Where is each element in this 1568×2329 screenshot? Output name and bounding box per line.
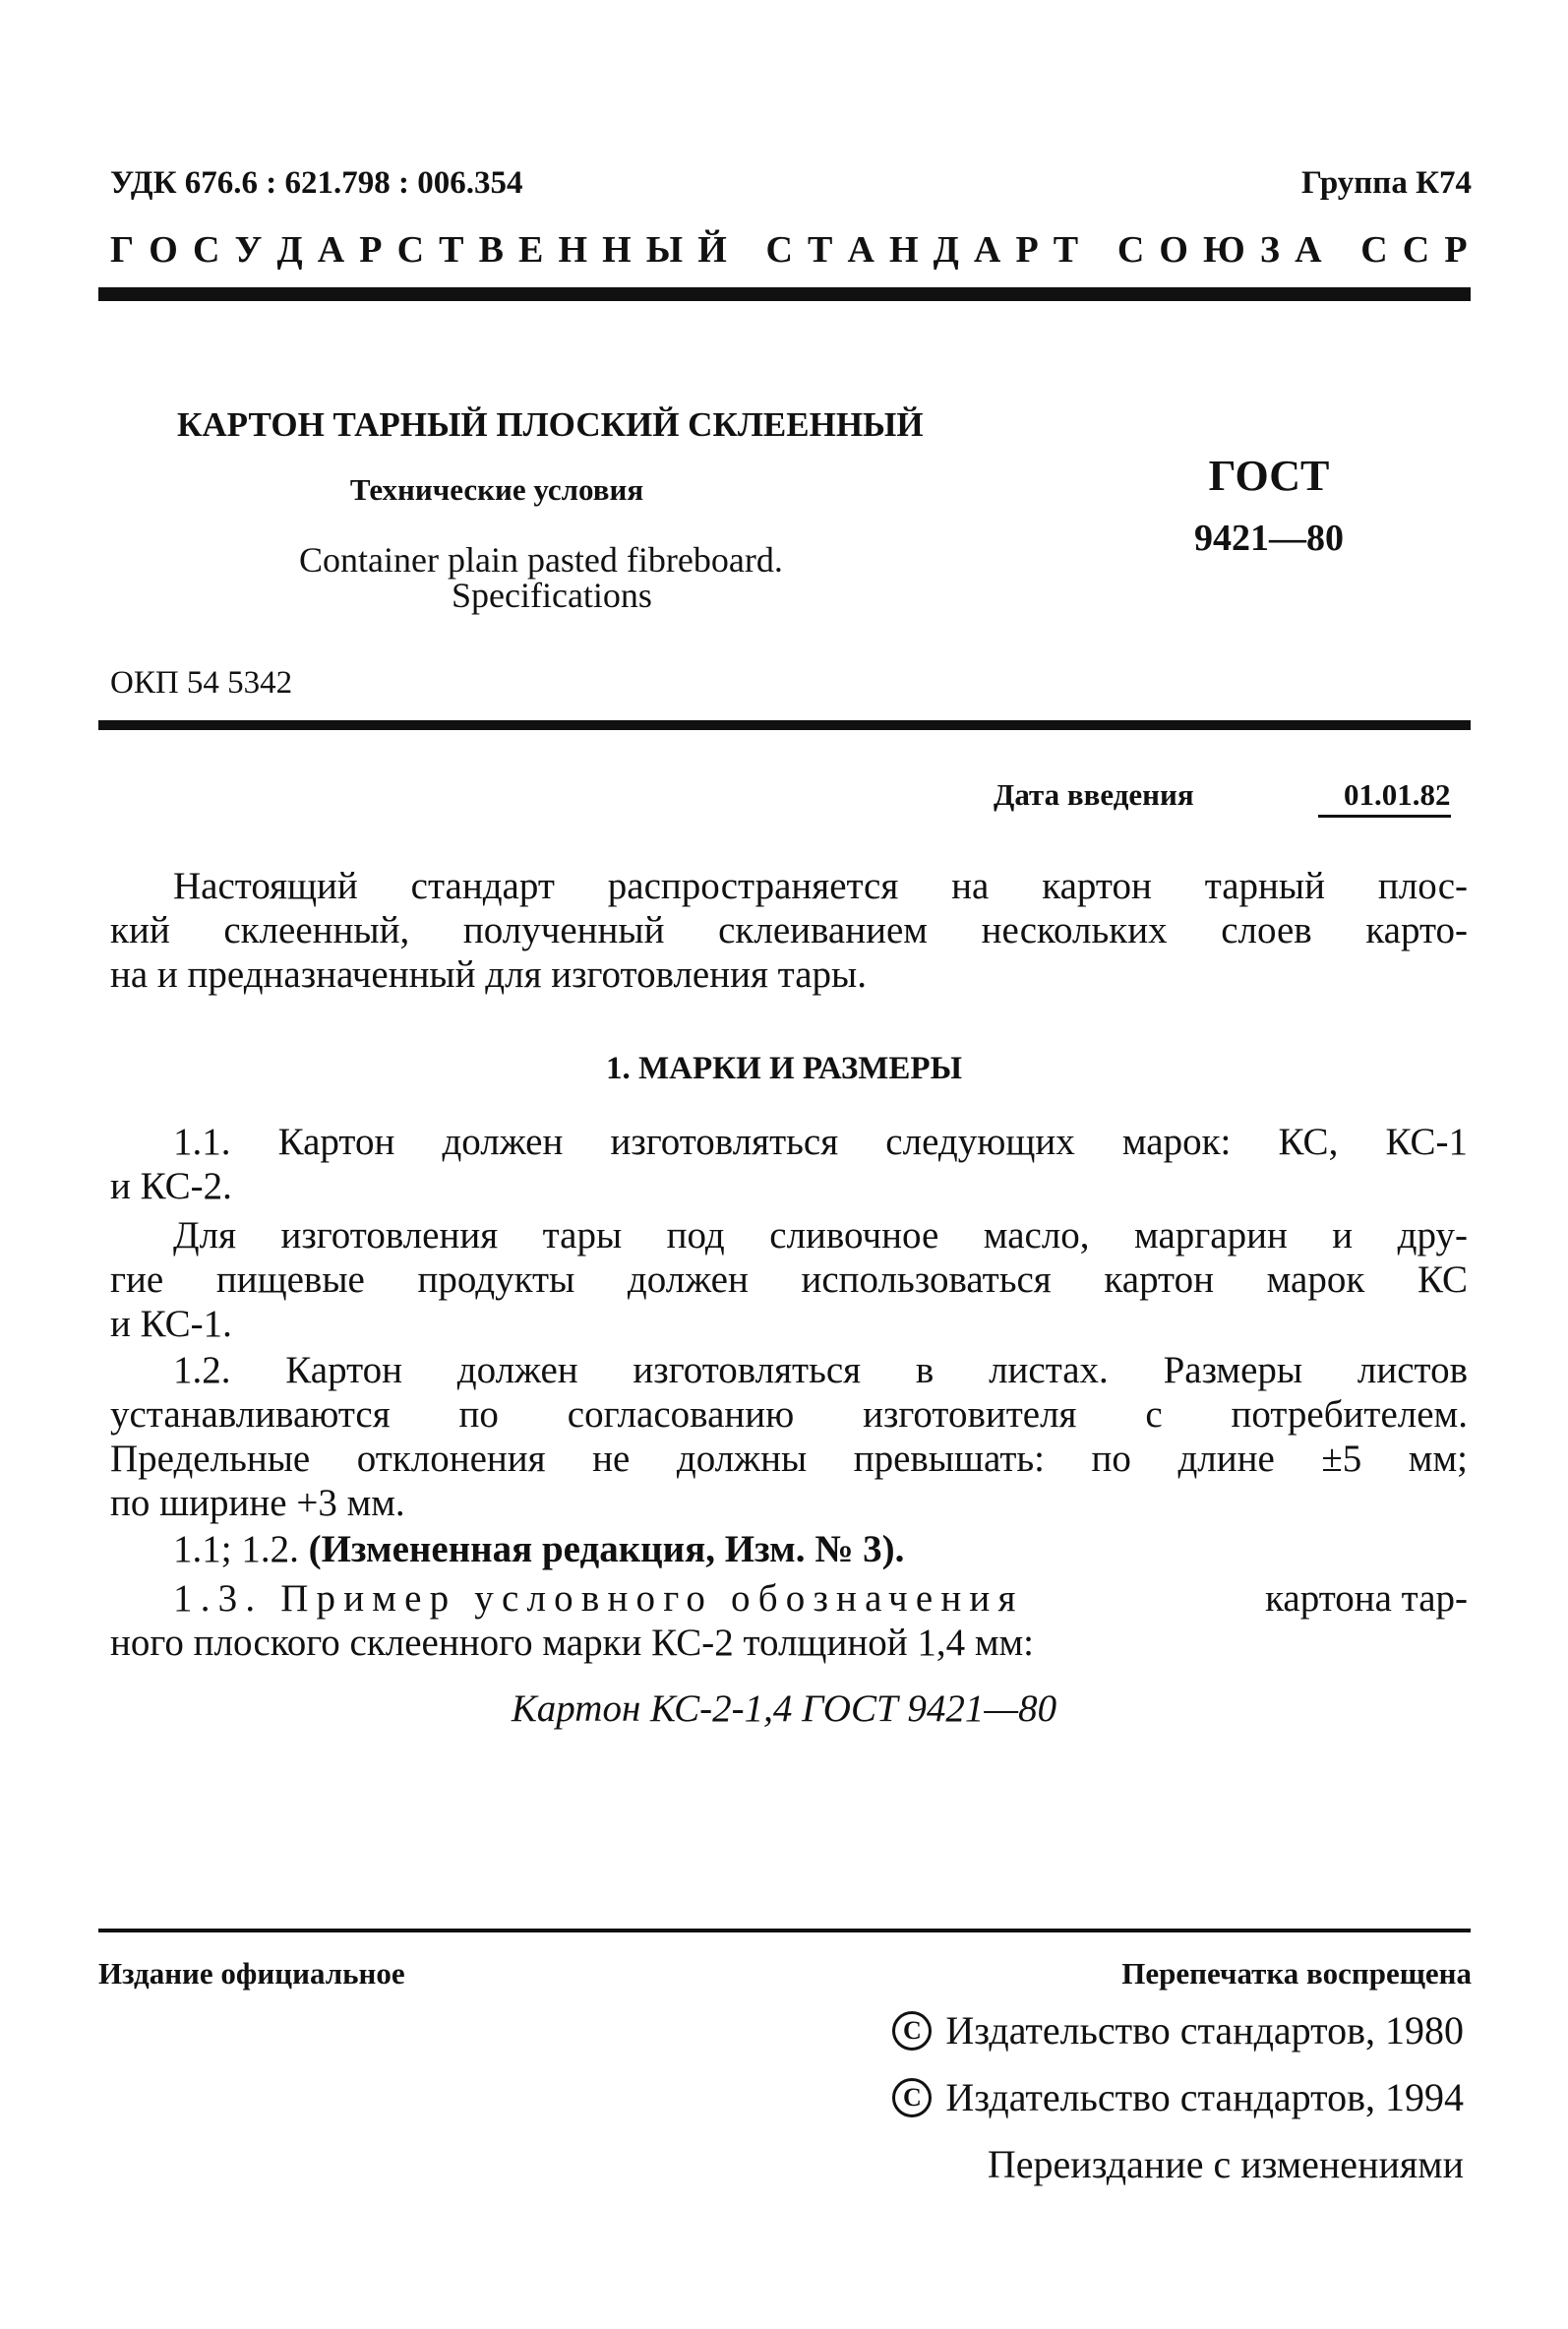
copyright-icon: C bbox=[892, 2011, 932, 2051]
state-title-letter: Н bbox=[889, 229, 919, 271]
state-title-letter: А bbox=[1295, 229, 1322, 271]
reprint-prohibited: Перепечатка воспрещена bbox=[1121, 1956, 1472, 1991]
state-standard-title bbox=[110, 228, 1468, 272]
state-title-letter: З bbox=[1259, 229, 1280, 271]
state-title-gap bbox=[1093, 228, 1103, 272]
footer-rule bbox=[98, 1929, 1471, 1932]
udk-code: УДК 676.6 : 621.798 : 006.354 bbox=[110, 165, 523, 201]
state-title-letter: Ы bbox=[645, 229, 684, 271]
clause-1-2-line-2: устанавливаются по согласованию изготовителя с потребителем. bbox=[110, 1393, 1468, 1436]
state-title-letter: О bbox=[149, 229, 178, 271]
english-title-line-2: Specifications bbox=[452, 576, 652, 615]
amendment-prefix: 1.1; 1.2. bbox=[173, 1528, 299, 1570]
copyright-1994-text: Издательство стандартов, 1994 bbox=[945, 2075, 1464, 2119]
state-title-letter: Д bbox=[276, 229, 303, 271]
state-title-gap bbox=[742, 228, 752, 272]
state-title-letter: Т bbox=[1053, 229, 1079, 271]
official-edition: Издание официальное bbox=[98, 1956, 405, 1991]
introduction-date-value: 01.01.82 bbox=[1318, 777, 1451, 818]
amendment-text: (Измененная редакция, Изм. № 3). bbox=[308, 1528, 905, 1570]
clause-1-3-rest-text: картона тар- bbox=[1265, 1577, 1468, 1620]
state-title-letter: Р bbox=[359, 229, 383, 271]
state-title-letter: С bbox=[1402, 229, 1430, 271]
state-title-letter: А bbox=[847, 229, 874, 271]
state-title-letter: Р bbox=[1444, 229, 1468, 271]
state-title-letter: В bbox=[478, 229, 504, 271]
state-title-letter: Т bbox=[439, 229, 464, 271]
state-title-letter: С bbox=[765, 229, 793, 271]
state-title-letter: А bbox=[317, 229, 345, 271]
copyright-1980 bbox=[892, 2007, 1464, 2054]
state-title-gap bbox=[1337, 228, 1347, 272]
gost-label: ГОСТ bbox=[1208, 452, 1330, 500]
section-heading: 1. МАРКИ И РАЗМЕРЫ bbox=[606, 1051, 962, 1086]
top-rule bbox=[98, 287, 1471, 301]
state-title-letter: А bbox=[973, 229, 1001, 271]
copyright-1980-text: Издательство стандартов, 1980 bbox=[945, 2008, 1464, 2053]
document-subtitle: Технические условия bbox=[349, 472, 644, 507]
designation-example: Картон КС-2-1,4 ГОСТ 9421—80 bbox=[511, 1687, 1057, 1730]
state-title-letter: У bbox=[234, 229, 263, 271]
usage-line-1: Для изготовления тары под сливочное масло, маргарин и дру- bbox=[173, 1214, 1468, 1256]
group-code: Группа К74 bbox=[1300, 165, 1472, 201]
state-title-letter: С bbox=[396, 229, 425, 271]
state-title-letter: Т bbox=[808, 229, 833, 271]
amendment-note bbox=[110, 1527, 1468, 1571]
state-title-letter: Г bbox=[110, 229, 135, 271]
introduction-date-label: Дата введения bbox=[994, 777, 1194, 812]
copyright-1994 bbox=[892, 2074, 1464, 2121]
clause-1-2-line-4: по ширине +3 мм. bbox=[110, 1482, 405, 1524]
state-title-letter: Н bbox=[602, 229, 632, 271]
document-title: КАРТОН ТАРНЫЙ ПЛОСКИЙ СКЛЕЕННЫЙ bbox=[177, 405, 924, 444]
state-title-letter: Е bbox=[518, 229, 544, 271]
clause-1-3-line-2: ного плоского склеенного марки КС-2 толщиной 1,4 мм: bbox=[110, 1622, 1035, 1664]
intro-line-3: на и предназначенный для изготовления тары. bbox=[110, 953, 867, 996]
clause-1-2-line-3: Предельные отклонения не должны превышать: по длине ±5 мм; bbox=[110, 1438, 1468, 1480]
state-title-letter: Й bbox=[697, 229, 727, 271]
state-title-letter: Р bbox=[1015, 229, 1039, 271]
middle-rule bbox=[98, 720, 1471, 730]
clause-1-3-spaced-text: 1.3. Пример условного обозначения bbox=[173, 1577, 1024, 1620]
state-title-letter: С bbox=[1116, 229, 1145, 271]
state-title-letter: Д bbox=[933, 229, 959, 271]
state-title-letter: С bbox=[1360, 229, 1388, 271]
usage-line-3: и КС-1. bbox=[110, 1303, 232, 1345]
clause-1-2-line-1: 1.2. Картон должен изготовляться в листах. Размеры листов bbox=[173, 1349, 1468, 1391]
state-title-letter: Н bbox=[558, 229, 588, 271]
intro-line-1: Настоящий стандарт распространяется на картон тарный плос- bbox=[173, 865, 1468, 907]
clause-1-1-line-2: и КС-2. bbox=[110, 1165, 232, 1207]
state-title-letter: О bbox=[1159, 229, 1188, 271]
state-title-letter: С bbox=[192, 229, 220, 271]
okp-code: ОКП 54 5342 bbox=[110, 665, 293, 701]
clause-1-1-line-1: 1.1. Картон должен изготовляться следующих марок: КС, КС-1 bbox=[173, 1121, 1468, 1163]
intro-line-2: кий склеенный, полученный склеиванием нескольких слоев карто- bbox=[110, 909, 1468, 951]
gost-number: 9421—80 bbox=[1194, 518, 1344, 559]
clause-1-3-line-1 bbox=[110, 1576, 1468, 1621]
copyright-icon: C bbox=[892, 2078, 932, 2117]
state-title-letter: Ю bbox=[1203, 229, 1245, 271]
usage-line-2: гие пищевые продукты должен использоваться картон марок КС bbox=[110, 1258, 1468, 1301]
reissue-note: Переиздание с изменениями bbox=[987, 2142, 1464, 2186]
english-title-line-1: Container plain pasted fibreboard. bbox=[299, 540, 783, 580]
